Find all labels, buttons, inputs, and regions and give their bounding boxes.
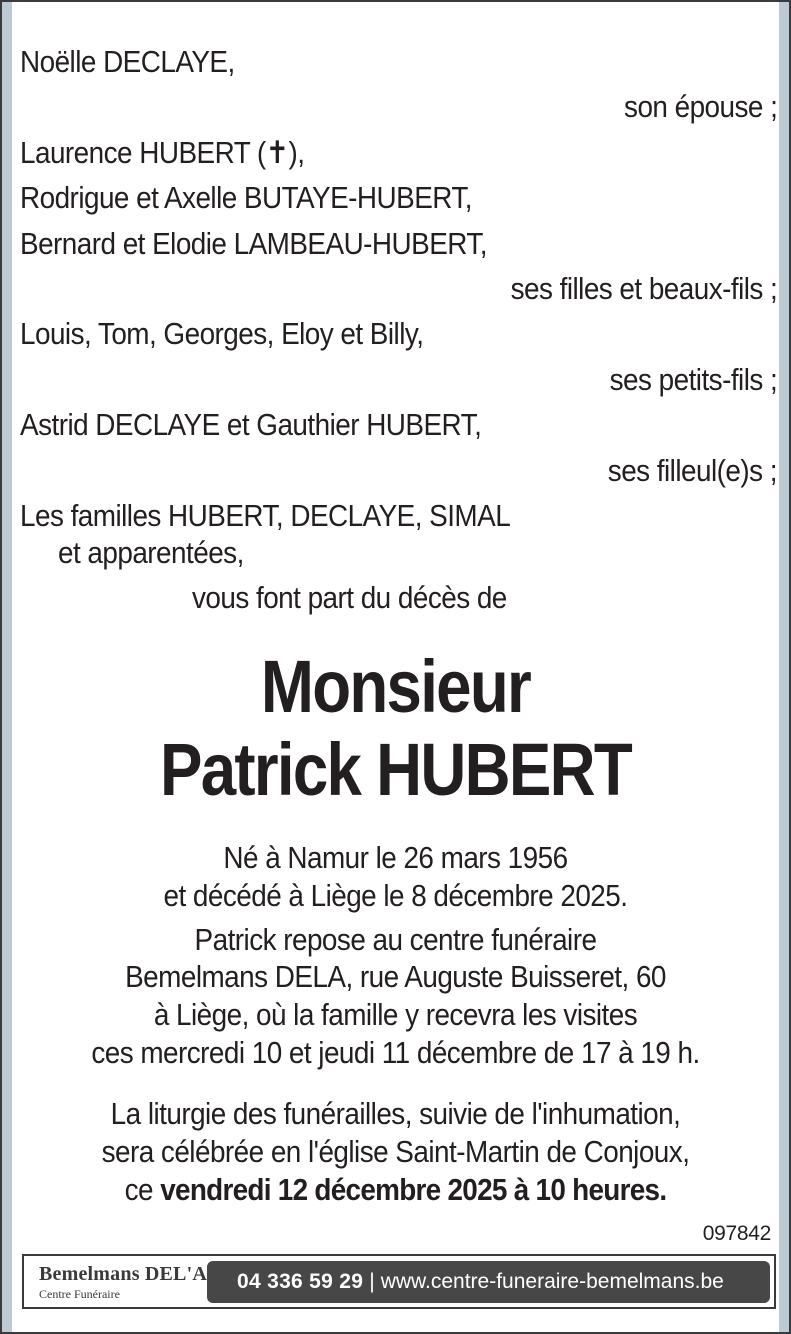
notice-content	[14, 2, 777, 1332]
deceased-title: Monsieur	[260, 645, 531, 728]
funeral-home-footer	[22, 1254, 776, 1309]
left-accent-stripe	[2, 2, 12, 1332]
phone-number[interactable]: 04 336 59 29	[237, 1270, 364, 1293]
announcement-line: vous font part du décès de	[192, 580, 507, 615]
ceremony-line-3	[52, 1172, 739, 1208]
ceremony-line-2: sera célébrée en l'église Saint-Martin de Conjoux,	[101, 1134, 690, 1169]
daughter-line-2: Rodrigue et Axelle BUTAYE-HUBERT,	[20, 180, 473, 215]
ceremony-date-time: vendredi 12 décembre 2025 à 10 heures.	[160, 1172, 667, 1207]
funeral-home-logo	[39, 1262, 207, 1302]
ceremony-prefix: ce	[124, 1172, 161, 1207]
godchildren-names: Astrid DECLAYE et Gauthier HUBERT,	[20, 407, 482, 442]
daughters-relation: ses filles et beaux-fils ;	[510, 271, 777, 306]
contact-bar	[207, 1261, 770, 1303]
rest-line-4: ces mercredi 10 et jeudi 11 décembre de 17 à 19 h.	[91, 1035, 700, 1070]
daughter-line-3: Bernard et Elodie LAMBEAU-HUBERT,	[20, 226, 488, 261]
families-line-2: et apparentées,	[58, 535, 244, 570]
birth-line: Né à Namur le 26 mars 1956	[223, 840, 568, 875]
reference-number: 097842	[702, 1222, 771, 1245]
death-line: et décédé à Liège le 8 décembre 2025.	[163, 878, 628, 913]
rest-line-2: Bemelmans DELA, rue Auguste Buisseret, 60	[125, 959, 666, 994]
website-link[interactable]: www.centre-funeraire-bemelmans.be	[380, 1270, 724, 1293]
brand-subtitle: Centre Funéraire	[39, 1287, 120, 1301]
brand-name: Bemelmans DEL'A	[39, 1263, 207, 1285]
ceremony-line-1: La liturgie des funérailles, suivie de l'inhumation,	[110, 1096, 681, 1131]
right-accent-stripe	[779, 2, 789, 1332]
rest-line-1: Patrick repose au centre funéraire	[194, 922, 597, 957]
rest-line-3: à Liège, où la famille y recevra les visites	[153, 997, 638, 1032]
deceased-name: Patrick HUBERT	[159, 728, 632, 811]
grandsons-names: Louis, Tom, Georges, Eloy et Billy,	[20, 316, 424, 351]
spouse-relation: son épouse ;	[623, 89, 777, 124]
grandsons-relation: ses petits-fils ;	[609, 362, 777, 397]
families-line-1: Les familles HUBERT, DECLAYE, SIMAL	[20, 498, 511, 533]
spouse-names: Noëlle DECLAYE,	[20, 44, 235, 79]
godchildren-relation: ses filleul(e)s ;	[607, 453, 777, 488]
daughter-line-1: Laurence HUBERT (✝),	[20, 135, 305, 170]
contact-separator: |	[369, 1270, 375, 1293]
